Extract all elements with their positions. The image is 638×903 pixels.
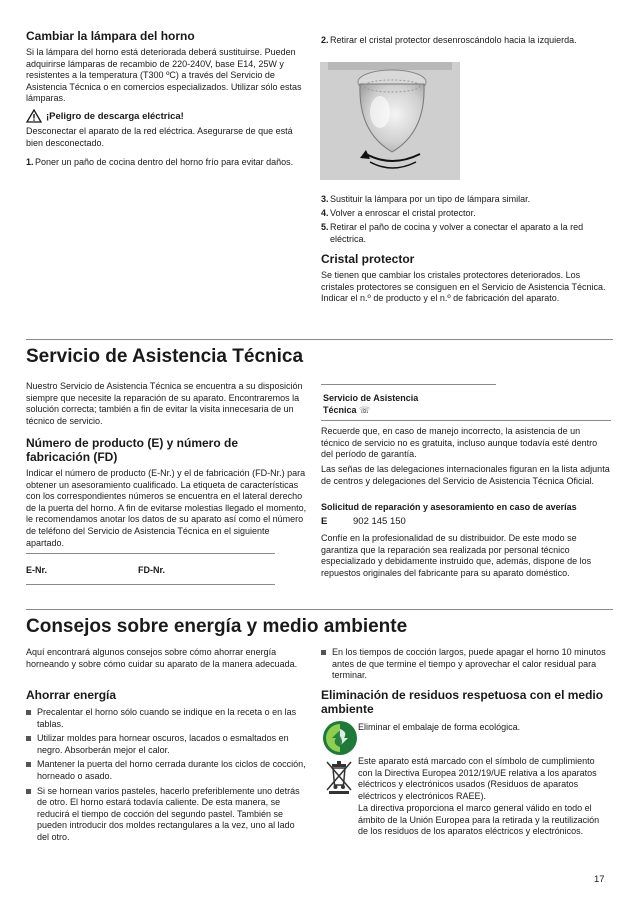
energy-tips-list — [26, 707, 308, 847]
section-divider-service — [26, 339, 613, 340]
service-box-text-1: Recuerde que, en caso de manejo incorrecto, la asistencia de un técnico de servicio no es gratuita, incluso aunque todavía esté dentro del período de garantía. — [321, 426, 598, 460]
phone-row — [321, 516, 406, 527]
service-intro: Nuestro Servicio de Asistencia Técnica se encuentra a su disposición siempre que necesite la reparación de su aparato. Encontraremos la solución correcta; también a fin de evitar la visita innecesaria de un técnico de servicio. — [26, 381, 303, 426]
service-box-top-line — [321, 384, 496, 385]
e-nr-label: E-Nr. — [26, 565, 48, 575]
lamp-cover-illustration — [320, 62, 460, 180]
glass-text: Se tienen que cambiar los cristales protectores deteriorados. Los cristales protectores se consiguen en el Servicio de Asistencia Técnica. Indicar el n.º de producto y el n.º de fabricación del aparato. — [321, 270, 606, 304]
section-divider-energy — [26, 609, 613, 610]
country-code: E — [321, 516, 328, 527]
warning-text: Desconectar el aparato de la red eléctrica. Asegurarse de que está bien desconectado. — [26, 126, 293, 148]
step-2: 2.Retirar el cristal protector desenroscándolo hacia la izquierda. — [321, 35, 577, 45]
telephone-icon: ☏ — [359, 405, 371, 415]
green-dot-recycling-icon — [322, 720, 358, 756]
list-item: Si se hornean varios pasteles, hacerlo preferiblemente uno detrás de otro. El horno estará todavía caliente. De esta manera, se reducirá el tiempo de cocción del segundo pastel. También se pueden introducir dos moldes rectangulares a la vez, uno al lado del otro. — [26, 786, 308, 844]
record-line-bottom — [26, 584, 275, 585]
lamp-intro: Si la lámpara del horno está deteriorada deberá sustituirse. Pueden adquirirse lámparas de recambio de 220-240V, base E14, 25W y resistentes a la temperatura (T300 ºC) a través del Servicio de Asistencia Técnica o en comercios especializados. Utilizar sólo estas lámparas. — [26, 47, 302, 104]
step-1: 1.Poner un paño de cocina dentro del horno frío para evitar daños. — [26, 157, 294, 167]
repair-request-label: Solicitud de reparación y asesoramiento en caso de averías — [321, 502, 577, 512]
product-number-text: Indicar el número de producto (E-Nr.) y el de fabricación (FD-Nr.) para obtener un asesoramiento cualificado. La etiqueta de características con los correspondientes números se encuentra en el lateral derecho de la puerta del horno. A fin de evitarse molestias llegado el momento, le recomendamos anotar los datos de su aparato así como el número de teléfono del Servicio de Asistencia Técnica en el siguiente apartado. — [26, 468, 307, 548]
step-4: 4.Volver a enroscar el cristal protector. — [321, 208, 476, 218]
fd-nr-label: FD-Nr. — [138, 565, 165, 575]
record-line-top — [26, 553, 275, 554]
waste-text-2: Este aparato está marcado con el símbolo de cumplimiento con la Directiva Europea 2012/19/UE relativa a los aparatos eléctricos y electrónicos usados (Residuos de aparatos eléctricos y electrónicos RAEE). — [358, 756, 597, 801]
warning-triangle-icon — [26, 109, 42, 123]
service-box-text-3: Confíe en la profesionalidad de su distribuidor. De este modo se garantiza que la reparación sea realizada por personal técnico especializado y debidamente instruido que, además, dispone de los repuestos originales del fabricante para su aparato doméstico. — [321, 533, 592, 578]
step-3: 3.Sustituir la lámpara por un tipo de lámpara similar. — [321, 194, 531, 204]
service-title: Servicio de Asistencia Técnica — [26, 346, 304, 367]
energy-title: Consejos sobre energía y medio ambiente — [26, 616, 408, 637]
waste-title: Eliminación de residuos respetuosa con el medio ambiente — [321, 688, 604, 716]
glass-title: Cristal protector — [321, 252, 415, 266]
phone-number: 902 145 150 — [353, 516, 406, 527]
service-box-bottom-line — [321, 420, 611, 421]
service-box-title: Servicio de Asistencia Técnica ☏ — [323, 393, 419, 415]
product-number-title: Número de producto (E) y número de fabricación (FD) — [26, 436, 239, 464]
list-item: Utilizar moldes para hornear oscuros, lacados o esmaltados en negro. Absorberán mejor el calor. — [26, 733, 308, 756]
energy-intro: Aquí encontrará algunos consejos sobre cómo ahorrar energía horneando y sobre cómo cuidar su aparato de la manera adecuada. — [26, 647, 298, 669]
list-item: En los tiempos de cocción largos, puede apagar el horno 10 minutos antes de que termine el tiempo y aprovechar el calor residual para terminar. — [321, 647, 617, 682]
warning-row — [26, 109, 184, 123]
waste-text-3: La directiva proporciona el marco general válido en todo el ámbito de la Unión Europea para la retirada y la reutilización de los residuos de los aparatos eléctricos y electrónicos. — [358, 803, 600, 837]
warning-title: ¡Peligro de descarga eléctrica! — [46, 110, 184, 122]
service-box-text-2: Las señas de las delegaciones internacionales figuran en la lista adjunta de centros y delegaciones del Servicio de Asistencia Técnica Oficial. — [321, 464, 610, 486]
step-5: 5.Retirar el paño de cocina y volver a conectar el aparato a la red eléctrica. — [321, 222, 584, 244]
save-energy-title: Ahorrar energía — [26, 688, 117, 702]
list-item: Precalentar el horno sólo cuando se indique en la receta o en las tablas. — [26, 707, 308, 730]
lamp-title: Cambiar la lámpara del horno — [26, 29, 195, 43]
waste-text-1: Eliminar el embalaje de forma ecológica. — [358, 722, 521, 732]
list-item: Mantener la puerta del horno cerrada durante los ciclos de cocción, horneado o asado. — [26, 759, 308, 782]
crossed-bin-weee-icon — [324, 758, 354, 794]
page-number: 17 — [594, 874, 605, 885]
